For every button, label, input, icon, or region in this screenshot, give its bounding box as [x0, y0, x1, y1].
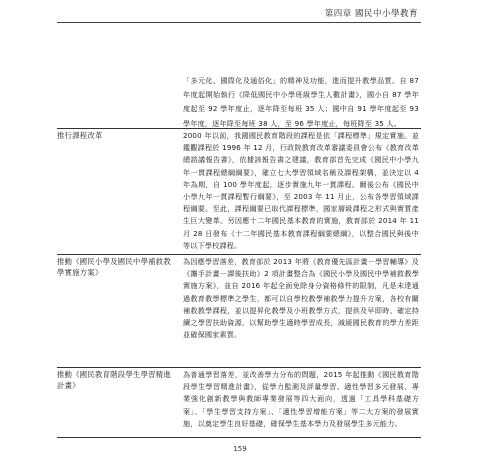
row-text: 2000 年以前，我國國民教育階段的課程是依「課程標準」規定實施。並鑑觀課程於 1996 年 12 月，行政院教育改革審議委員會公布《教育改革總諮議報告書》，依據該報告書之建議，教育部首先完成《國民中小學九年一貫課程總綱綱要》，確立七大學習領域名稱及課程架構，並決定以 4 年為期，自 100 學年度起，逐步實施九年一貫課程。爾後公布《國民中小學九年一貫課程暫行綱要》，至 2003 年 11 月止，公布各學習領域課程綱要。至此，課程綱要已取代課程標準，國家層級課程之形式與實質產生巨大變革。另因應十二年國民基本教育的實施，教育部於 2014 年 11 月 28 日發布《十二年國民基本教育課程綱要總綱》，以整合國民與後中等以下學校課程。: [183, 131, 419, 250]
row-label: 推行課程改革: [57, 131, 103, 140]
table-row: [57, 254, 421, 368]
header-rule: [57, 22, 421, 23]
row-label: 推動《國民教育階段學生學習精進計畫》: [57, 370, 171, 391]
table-row: [57, 128, 421, 255]
row-label: 推動《國民小學及國民中學補救教學實施方案》: [57, 257, 171, 278]
row-text: 為普通學習落差，並改善學力分布的問題，2015 年起推動《國民教育階段學生學習精進計畫》，從學力監測及評量學習、適性學習多元發展、專業強化創新教學與教師專業發展等四大面向，透過「工具學科基礎方案」、「學生學習支持方案」、「適性學習增能方案」等二大方案的發展實施，以奠定學生良好基礎，確保學生基本學力及發展學生多元能力。: [183, 370, 419, 428]
page-number: 159: [233, 445, 247, 453]
continuation-paragraph: 「多元化、國際化及通俗化」的精神及功能，進而提升教學品質。自 87 年度起開始執行《降低國民中小學班級學生人數計畫》，國小自 87 學年度起至 92 學年度止，逐年降至每班 35 人；國中自 91 學年度起至 93 學年度，逐年降至每班 38 人，至 96 學年度止，每班降至 35 人。: [183, 76, 419, 128]
running-header: 第四章 國民中小學教育: [324, 9, 418, 19]
table-row: [57, 367, 421, 438]
row-text: 為因應學習落差，教育部於 2013 年將《教育優先區計畫－學習輔導》及《攜手計畫－課後扶助》2 項計畫整合為《國民小學及國民中學補救教學實施方案》，並自 2016 年起全面免除身分資格條件的限制，凡是未達通過教育教學標準之學生，都可以自學校教學補救學力提升方案，各校有關補救教學課程，並以提昇化教學及小班教學方式，提供及早即時、確定持續之學習扶助資源，以幫助學生適時學習成長，減緩國民教育的學力差距並確保國家素質。: [183, 257, 419, 340]
